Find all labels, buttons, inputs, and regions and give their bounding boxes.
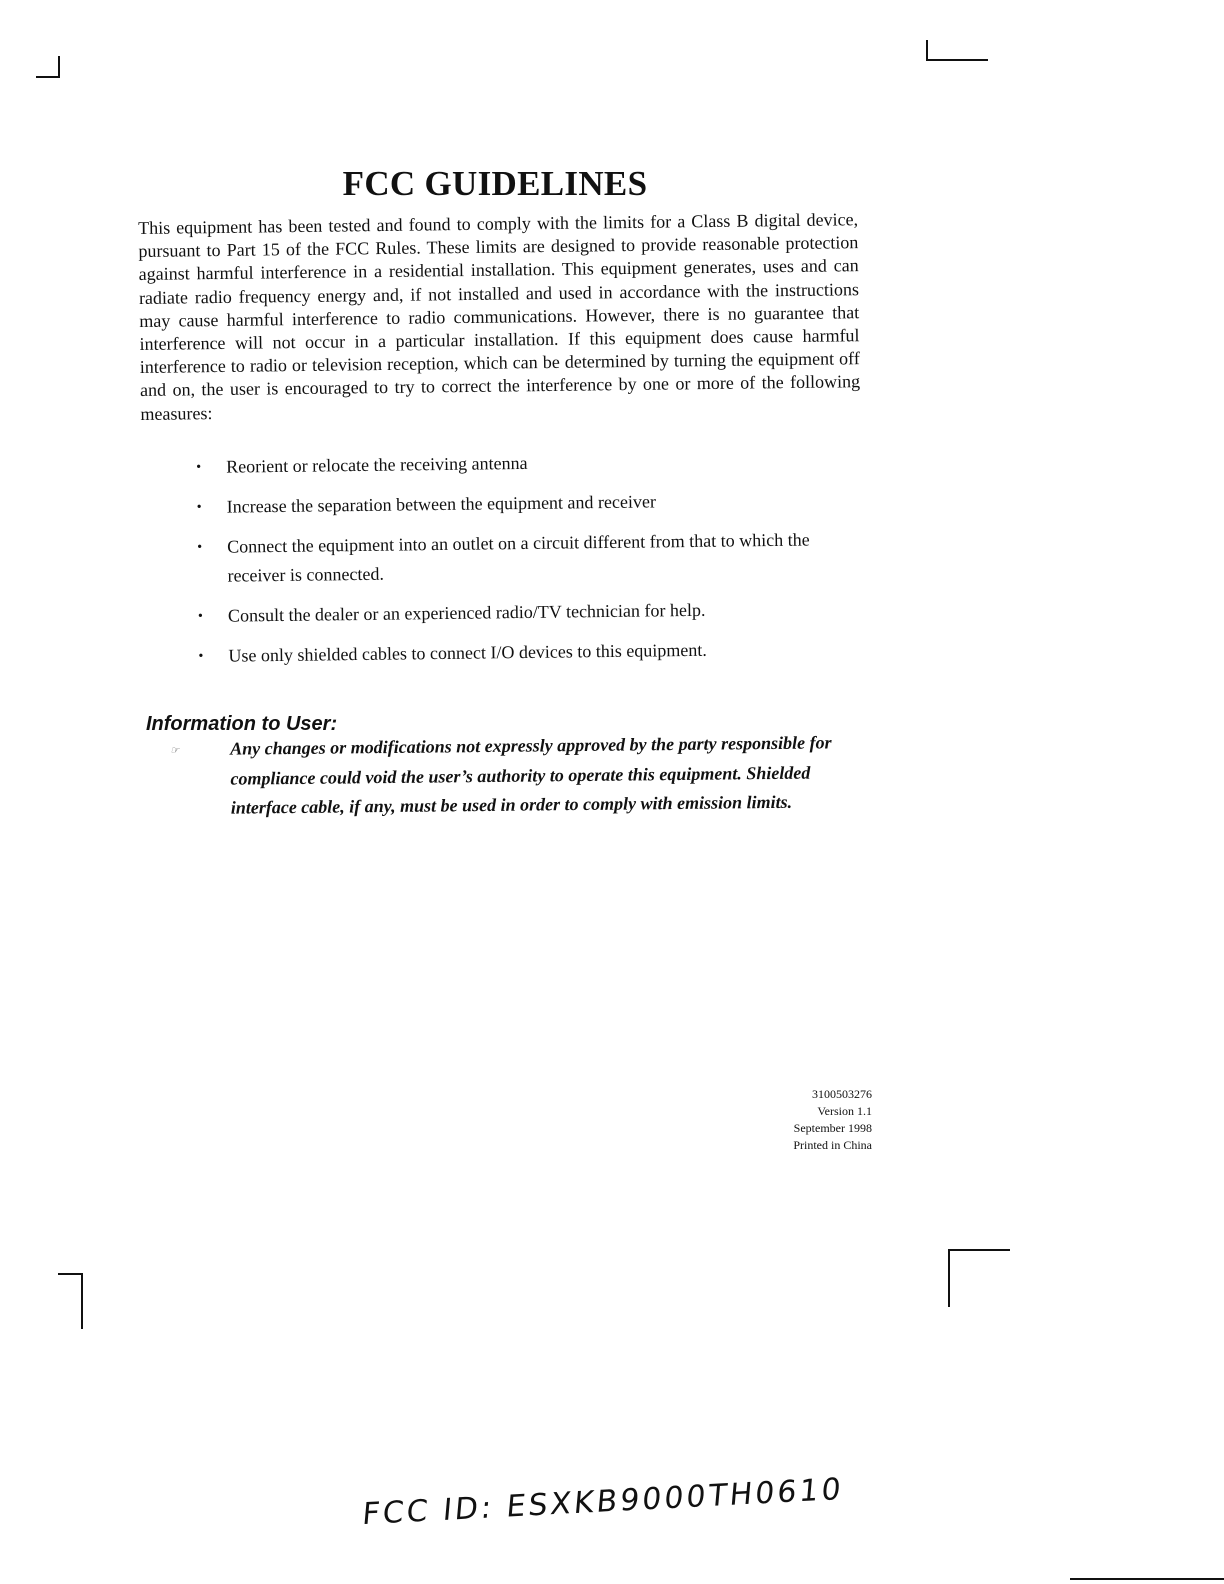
print-date: September 1998: [793, 1121, 872, 1135]
measure-text: Reorient or relocate the receiving antenna: [226, 452, 528, 477]
printed-location: Printed in China: [793, 1138, 872, 1152]
handwritten-fcc-id: [360, 1471, 846, 1553]
bullet-icon: •: [196, 499, 202, 515]
measures-list: [196, 445, 869, 682]
measure-text: Connect the equipment into an outlet on a circuit different from that to which the receiver is connected.: [227, 529, 810, 586]
crop-mark-bottom-left: [58, 1273, 82, 1275]
info-paragraph: [170, 728, 881, 823]
crop-mark-top-left: [58, 56, 60, 78]
page-edge-line: [1070, 1578, 1224, 1580]
fcc-id-text: FCC ID: ESXKB9000TH0610: [360, 1471, 846, 1533]
list-item: [198, 634, 868, 671]
bullet-icon: •: [197, 539, 203, 555]
crop-mark-bottom-left: [81, 1273, 83, 1329]
list-item: [197, 525, 868, 591]
measure-text: Consult the dealer or an experienced radio/TV technician for help.: [227, 599, 706, 626]
measure-text: Increase the separation between the equipment and receiver: [226, 491, 657, 517]
info-notice: [170, 728, 881, 823]
bullet-icon: •: [196, 459, 202, 475]
crop-mark-top-left: [36, 76, 60, 78]
version-block: [720, 1086, 872, 1154]
bullet-icon: •: [197, 608, 203, 624]
crop-mark-top-right: [926, 40, 928, 60]
list-item: [196, 445, 866, 482]
crop-mark-top-right: [926, 59, 988, 61]
intro-paragraph: This equipment has been tested and found to comply with the limits for a Class B digital device, pursuant to Part 15 of the FCC Rules. These limits are designed to provide reasonable protection against harmful interference in a residential installation. This equipment generates, uses and can radiate radio frequency energy and, if not installed and used in accordance with the instructions may cause harmful interference to radio communications. However, there is no guarantee that interference will not occur in a particular installation. If this equipment does cause harmful interference to radio or television reception, which can be determined by turning the equipment off and on, the user is encouraged to try to correct the interference by one or more of the following measures:: [138, 209, 861, 424]
info-heading: Information to User:: [146, 713, 338, 735]
pointing-hand-icon: ☞: [170, 745, 180, 757]
list-item: [198, 594, 868, 631]
crop-mark-bottom-right: [948, 1249, 1010, 1251]
measure-text: Use only shielded cables to connect I/O devices to this equipment.: [228, 639, 707, 666]
info-text: Any changes or modifications not expressly approved by the party responsible for compliance could void the user’s authority to operate this equipment. Shielded interface cable, if any, must be used in order to comply with emission limits.: [230, 732, 832, 819]
part-number: 3100503276: [812, 1087, 872, 1101]
bullet-icon: •: [198, 648, 204, 664]
crop-mark-bottom-right: [948, 1249, 950, 1307]
version-label: Version 1.1: [817, 1104, 872, 1118]
page-title: FCC GUIDELINES: [342, 164, 648, 203]
list-item: [196, 485, 866, 522]
